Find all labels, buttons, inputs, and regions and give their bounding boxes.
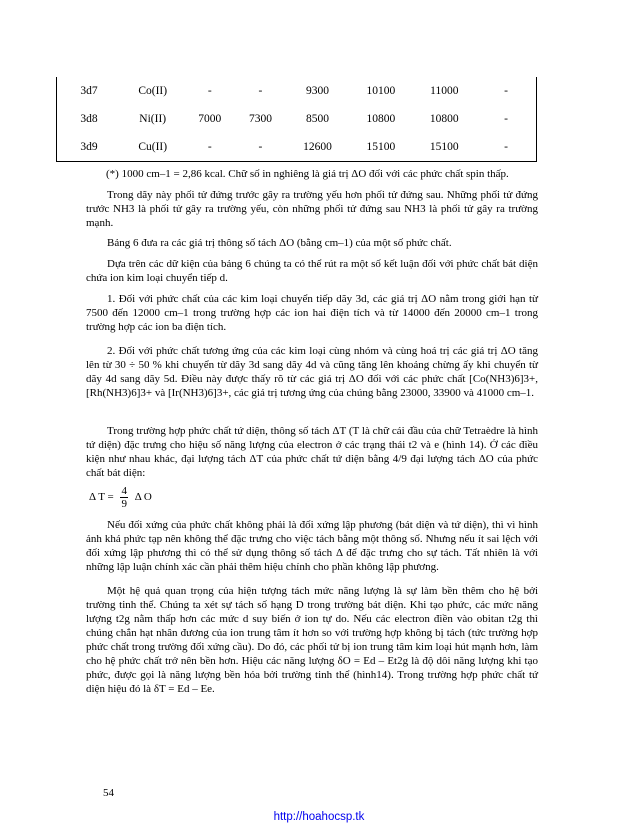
- formula-numerator: 4: [121, 485, 127, 497]
- footer-link[interactable]: http://hoahocsp.tk: [273, 811, 365, 823]
- data-table: [56, 77, 537, 162]
- table-cell: Cu(II): [121, 133, 184, 162]
- table-cell: 7000: [198, 113, 222, 125]
- table-cell: 15100: [349, 133, 412, 162]
- formula-denominator: 9: [121, 498, 127, 510]
- formula-eq: =: [107, 491, 114, 504]
- table-cell: 7300: [248, 113, 272, 125]
- paragraph-6: Trong trường hợp phức chất tứ diện, thông số tách ΔT (T là chữ cái đầu của chữ Tetraèdre là hình tứ diện) đặc trưng cho hiệu số năng lượng của electron ở các trạng thái t2 và e (hình 14). Ở các điều kiện như nhau khác, đại lượng tách ΔT của phức chất tứ diện bằng 4/9 đại lượng tách ΔO của phức chất bát diện:: [86, 425, 538, 479]
- formula: [89, 485, 152, 513]
- paragraph-4: 1. Đối với phức chất của các kim loại chuyển tiếp dãy 3d, các giá trị ΔO nằm trong giới hạn từ 7500 đến 12000 cm–1 trong trường hợp các ion hai điện tích và từ 14000 đến 20000 cm–1 trong trường hợp các ion ba điện tích.: [86, 293, 538, 333]
- table-cell: 3d9: [57, 133, 122, 162]
- paragraph-5: 2. Đối với phức chất tương ứng của các kim loại cùng nhóm và cùng hoá trị các giá trị ΔO tăng lên từ 30 ÷ 50 % khi chuyển từ dãy 3d sang dãy 4d và cũng tăng lên khoảng chừng ấy khi chuyển từ dãy 4d sang dãy 5d. Điều này được thấy rõ từ các giá trị ΔO đối với các phức chất [Co(NH3)6]3+, [Rh(NH3)6]3+ và [Ir(NH3)6]3+, các giá trị tương ứng của chúng bằng 23000, 33900 và 41000 cm–1.: [86, 345, 538, 399]
- table-cell: Co(II): [138, 85, 168, 97]
- table-cell: -: [235, 133, 286, 162]
- footnote: [106, 168, 509, 180]
- formula-fraction: [120, 485, 128, 510]
- table-row: [57, 77, 537, 105]
- table-cell: 9300: [305, 85, 329, 97]
- table-cell: 12600: [286, 133, 349, 162]
- page-number: 54: [103, 787, 114, 799]
- table-cell: -: [258, 85, 263, 97]
- table-cell: 10800: [366, 113, 396, 125]
- table-cell: 3d7: [57, 77, 122, 105]
- table-cell: 10100: [366, 85, 396, 97]
- table-cell: 8500: [305, 113, 329, 125]
- table-cell: 15100: [413, 133, 476, 162]
- footnote-text: (*) 1000 cm–1 = 2,86 kcal. Chữ số in nghiêng là giá trị ΔO đối với các phức chất spin thấp.: [106, 168, 509, 180]
- paragraph-8: Một hệ quả quan trọng của hiện tượng tách mức năng lượng là sự làm bền thêm cho hệ bởi trường tinh thể. Chúng ta xét sự tách số hạng D trong trường bát diện. Khi tạo phức, các mức năng lượng t2g nằm thấp hơn các mức d suy biến ở ion tự do. Nếu các electron điền vào obitan t2g thì chúng chắn hạt nhân đương của ion trung tâm ít hơn so với trường hợp không bị tách (tức trường hợp phức chất trong trường đối xứng cầu). Do đó, các phối tử bị ion trung tâm kim loại hút mạnh hơn, làm cho hệ phức chất trở nên bền hơn. Hiệu các năng lượng δO = Ed – Et2g là độ dôi năng lượng khi tạo phức, được gọi là năng lượng bền hóa bởi trường tinh thể (hình14). Trong trường hợp phức chất tứ diện hiệu đó là δT = Ed – Ee.: [86, 585, 538, 695]
- table-cell: -: [207, 85, 212, 97]
- paragraph-2: Bảng 6 đưa ra các giá trị thông số tách ΔO (bằng cm–1) của một số phức chất.: [107, 237, 452, 249]
- table-cell: -: [184, 133, 235, 162]
- table-cell: Ni(II): [139, 113, 167, 125]
- formula-rhs: Δ O: [134, 491, 152, 504]
- table-cell: -: [476, 133, 537, 162]
- table-cell: -: [476, 77, 537, 105]
- paragraph-1: Trong dãy này phối tử đứng trước gây ra trường yếu hơn phối tử đứng sau. Những phối tử đứng trước NH3 là phối tử gây ra trường yếu, còn những phối tử đứng sau NH3 là phối tử gây ra trường mạnh.: [86, 189, 538, 229]
- formula-lhs: Δ T: [89, 491, 105, 504]
- table-cell: 3d8: [57, 105, 122, 133]
- table-row: [57, 133, 537, 162]
- paragraph-7: Nếu đối xứng của phức chất không phải là đối xứng lập phương (bát diện và tứ diện), thì vì hình ảnh khá phức tạp nên không thể đặc trưng cho việc tách bằng một thông số. Nhưng nếu ít sai lệch với đối xứng lập phương thì có thể sử dụng thông số tách Δ để đặc trưng cho sự tách. Tất nhiên là với những lập luận chính xác cần phải thêm hiệu chính cho phần không lập phương.: [86, 519, 538, 573]
- table-cell: 10800: [429, 113, 459, 125]
- paragraph-3: Dựa trên các dữ kiện của bảng 6 chúng ta có thể rút ra một số kết luận đối với phức chất bát diện chứa ion kim loại chuyển tiếp d.: [86, 258, 538, 284]
- table-cell: 11000: [430, 85, 459, 97]
- table-cell: -: [476, 105, 537, 133]
- table-row: [57, 105, 537, 133]
